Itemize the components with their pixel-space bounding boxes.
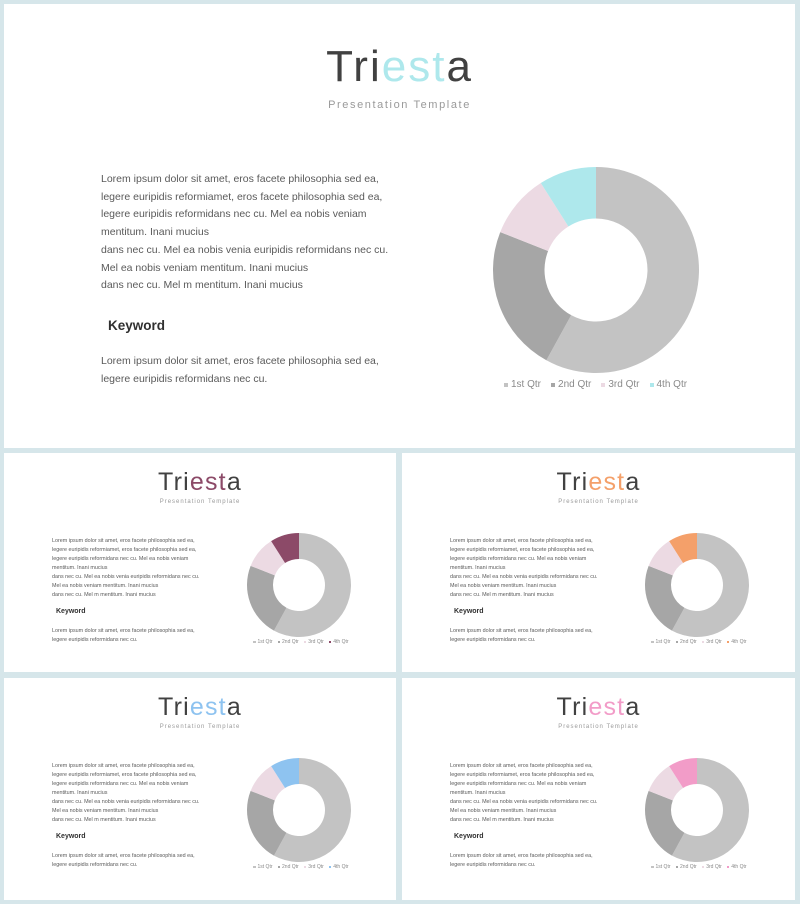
legend-item (676, 639, 697, 645)
legend-swatch (651, 866, 654, 869)
chart-legend (253, 864, 349, 870)
chart-legend (651, 639, 747, 645)
chart-legend (651, 864, 747, 870)
slide-thumbnail-1 (4, 453, 396, 672)
text-line: Mel ea nobis veniam mentitum. Inani mucius (52, 583, 159, 589)
text-line: legere euripidis reformiamet, eros facete philosophia sed ea, (450, 772, 595, 778)
text-line: legere euripidis reformidans nec cu. (52, 862, 138, 868)
chart-legend (253, 639, 349, 645)
body-paragraph-1 (52, 537, 199, 600)
legend-label: 1st Qtr (257, 639, 273, 645)
legend-label: 2nd Qtr (282, 864, 299, 870)
legend-label: 2nd Qtr (558, 379, 592, 390)
text-line: Lorem ipsum dolor sit amet, eros facete philosophia sed ea, (101, 173, 379, 185)
legend-swatch (727, 866, 730, 869)
legend-item (551, 379, 591, 390)
donut-chart (247, 533, 351, 637)
legend-swatch (304, 641, 307, 644)
donut-chart (493, 167, 699, 373)
body-paragraph-1 (52, 762, 199, 825)
text-line: dans nec cu. Mel m mentitum. Inani mucius (52, 817, 156, 823)
text-line: legere euripidis reformidans nec cu. (101, 372, 268, 385)
legend-item (702, 864, 722, 870)
subtitle: Presentation Template (558, 499, 639, 505)
slide-thumbnail-4 (402, 678, 795, 900)
text-line: legere euripidis reformidans nec cu. Mel ea nobis veniam (52, 556, 189, 562)
text-line: legere euripidis reformidans nec cu. Mel ea nobis veniam (450, 556, 587, 562)
logo-part-3: a (446, 42, 473, 91)
legend-label: 1st Qtr (511, 379, 542, 390)
keyword-heading: Keyword (56, 608, 86, 615)
text-line: Mel ea nobis veniam mentitum. Inani mucius (450, 808, 557, 814)
text-line: Lorem ipsum dolor sit amet, eros facete philosophia sed ea, (450, 853, 593, 859)
legend-item (329, 864, 349, 870)
legend-label: 1st Qtr (655, 639, 671, 645)
text-line: Lorem ipsum dolor sit amet, eros facete philosophia sed ea, (101, 355, 379, 367)
text-line: legere euripidis reformidans nec cu. Mel ea nobis veniam (52, 781, 189, 787)
text-line: dans nec cu. Mel ea nobis venia euripidis reformidans nec cu. (450, 799, 598, 805)
body-paragraph-2 (450, 852, 593, 870)
text-line: dans nec cu. Mel ea nobis venia euripidis reformidans nec cu. (52, 799, 200, 805)
legend-label: 3rd Qtr (308, 864, 324, 870)
text-line: Mel ea nobis veniam mentitum. Inani mucius (101, 261, 309, 274)
legend-item (278, 639, 299, 645)
legend-item (676, 864, 697, 870)
legend-swatch (650, 383, 654, 387)
legend-item (727, 639, 747, 645)
donut-chart (645, 533, 749, 637)
legend-label: 3rd Qtr (608, 379, 640, 390)
legend-item (253, 864, 273, 870)
donut-chart (645, 758, 749, 862)
logo-title (4, 693, 396, 722)
body-paragraph-1 (101, 171, 388, 295)
logo-part-3: a (625, 693, 641, 721)
legend-item (304, 639, 324, 645)
logo-part-accent: est (189, 693, 227, 721)
text-line: legere euripidis reformiamet, eros facete philosophia sed ea, (101, 190, 383, 203)
logo-part-1: Tri (326, 42, 382, 91)
chart-legend (504, 379, 687, 390)
text-line: legere euripidis reformiamet, eros facete philosophia sed ea, (52, 547, 197, 553)
legend-item (304, 864, 324, 870)
text-line: legere euripidis reformiamet, eros facete philosophia sed ea, (52, 772, 197, 778)
legend-label: 4th Qtr (656, 379, 688, 390)
legend-swatch (601, 383, 605, 387)
body-paragraph-1 (450, 537, 597, 600)
legend-label: 4th Qtr (731, 864, 747, 870)
text-line: legere euripidis reformidans nec cu. Mel ea nobis veniam (101, 208, 367, 221)
text-line: mentitum. Inani mucius (450, 565, 506, 571)
text-line: legere euripidis reformiamet, eros facete philosophia sed ea, (450, 547, 595, 553)
donut-chart (247, 758, 351, 862)
logo-title (4, 468, 396, 497)
legend-item (329, 639, 349, 645)
legend-swatch (676, 866, 679, 869)
text-line: Lorem ipsum dolor sit amet, eros facete philosophia sed ea, (52, 628, 195, 634)
keyword-heading: Keyword (454, 833, 484, 840)
legend-swatch (329, 641, 332, 644)
legend-swatch (651, 641, 654, 644)
legend-item (278, 864, 299, 870)
text-line: Lorem ipsum dolor sit amet, eros facete philosophia sed ea, (52, 538, 195, 544)
legend-swatch (278, 866, 281, 869)
legend-label: 1st Qtr (257, 864, 273, 870)
logo-part-accent: est (381, 42, 447, 91)
logo-title (402, 468, 795, 497)
text-line: Lorem ipsum dolor sit amet, eros facete philosophia sed ea, (52, 763, 195, 769)
body-paragraph-2 (52, 627, 195, 645)
text-line: legere euripidis reformidans nec cu. (450, 862, 536, 868)
legend-swatch (504, 383, 508, 387)
legend-label: 3rd Qtr (706, 639, 722, 645)
legend-label: 4th Qtr (731, 639, 747, 645)
text-line: mentitum. Inani mucius (450, 790, 506, 796)
text-line: dans nec cu. Mel ea nobis venia euripidis reformidans nec cu. (101, 243, 389, 256)
logo-part-1: Tri (556, 693, 589, 721)
logo-title (4, 42, 795, 92)
legend-label: 4th Qtr (333, 864, 349, 870)
logo-part-1: Tri (158, 468, 190, 496)
legend-item (727, 864, 747, 870)
legend-item (702, 639, 722, 645)
subtitle: Presentation Template (159, 724, 241, 730)
text-line: legere euripidis reformidans nec cu. Mel ea nobis veniam (450, 781, 587, 787)
logo-title (402, 693, 795, 722)
legend-swatch (329, 866, 332, 869)
legend-swatch (727, 641, 730, 644)
body-paragraph-1 (450, 762, 597, 825)
legend-label: 3rd Qtr (308, 639, 324, 645)
text-line: Lorem ipsum dolor sit amet, eros facete philosophia sed ea, (450, 538, 593, 544)
subtitle: Presentation Template (328, 99, 471, 111)
text-line: dans nec cu. Mel m mentitum. Inani mucius (52, 592, 156, 598)
text-line: mentitum. Inani mucius (101, 226, 209, 239)
legend-swatch (253, 866, 256, 869)
text-line: dans nec cu. Mel ea nobis venia euripidis reformidans nec cu. (450, 574, 598, 580)
text-line: dans nec cu. Mel m mentitum. Inani mucius (101, 279, 303, 292)
body-paragraph-2 (450, 627, 593, 645)
logo-part-accent: est (588, 468, 626, 496)
text-line: Mel ea nobis veniam mentitum. Inani mucius (450, 583, 557, 589)
text-line: Lorem ipsum dolor sit amet, eros facete philosophia sed ea, (450, 763, 593, 769)
body-paragraph-2 (52, 852, 195, 870)
text-line: dans nec cu. Mel m mentitum. Inani mucius (450, 817, 554, 823)
legend-swatch (702, 866, 705, 869)
legend-item (650, 379, 688, 390)
legend-label: 1st Qtr (655, 864, 671, 870)
keyword-heading: Keyword (56, 833, 86, 840)
legend-swatch (551, 383, 555, 387)
text-line: Mel ea nobis veniam mentitum. Inani mucius (52, 808, 159, 814)
text-line: Lorem ipsum dolor sit amet, eros facete philosophia sed ea, (52, 853, 195, 859)
legend-label: 3rd Qtr (706, 864, 722, 870)
text-line: mentitum. Inani mucius (52, 565, 108, 571)
logo-part-3: a (226, 468, 242, 496)
logo-part-3: a (625, 468, 641, 496)
legend-item (504, 379, 541, 390)
text-line: dans nec cu. Mel m mentitum. Inani mucius (450, 592, 554, 598)
body-paragraph-2 (101, 353, 379, 388)
logo-part-1: Tri (556, 468, 589, 496)
subtitle: Presentation Template (558, 724, 639, 730)
logo-part-3: a (226, 693, 242, 721)
text-line: dans nec cu. Mel ea nobis venia euripidis reformidans nec cu. (52, 574, 200, 580)
logo-part-accent: est (588, 693, 626, 721)
legend-swatch (304, 866, 307, 869)
text-line: legere euripidis reformidans nec cu. (450, 637, 536, 643)
legend-swatch (702, 641, 705, 644)
logo-part-accent: est (189, 468, 227, 496)
legend-item (601, 379, 639, 390)
legend-label: 2nd Qtr (680, 639, 697, 645)
keyword-heading: Keyword (108, 318, 166, 333)
slide-thumbnail-3 (4, 678, 396, 900)
keyword-heading: Keyword (454, 608, 484, 615)
legend-item (651, 639, 671, 645)
subtitle: Presentation Template (159, 499, 241, 505)
legend-label: 2nd Qtr (680, 864, 697, 870)
logo-part-1: Tri (158, 693, 190, 721)
text-line: Lorem ipsum dolor sit amet, eros facete philosophia sed ea, (450, 628, 593, 634)
slide-thumbnail-2 (402, 453, 795, 672)
legend-item (651, 864, 671, 870)
legend-label: 2nd Qtr (282, 639, 299, 645)
legend-swatch (253, 641, 256, 644)
slide-main (4, 4, 795, 448)
text-line: legere euripidis reformidans nec cu. (52, 637, 138, 643)
legend-swatch (676, 641, 679, 644)
legend-item (253, 639, 273, 645)
legend-label: 4th Qtr (333, 639, 349, 645)
text-line: mentitum. Inani mucius (52, 790, 108, 796)
legend-swatch (278, 641, 281, 644)
